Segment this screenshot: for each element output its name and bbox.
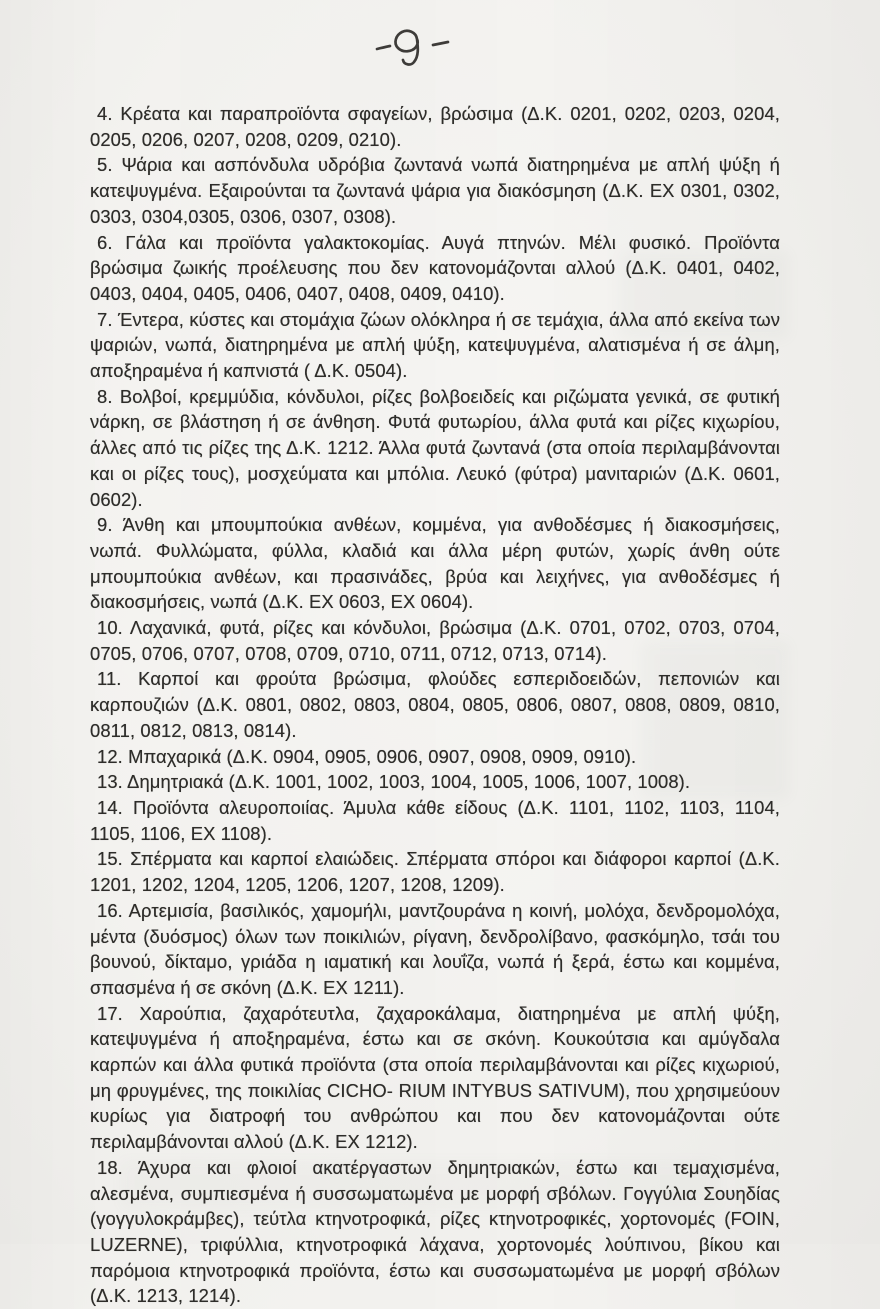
list-item-10: 10. Λαχανικά, φυτά, ρίζες και κόνδυλοι, βρώσιμα (Δ.Κ. 0701, 0702, 0703, 0704, 0705, 0706, 0707, 0708, 0709, 0710, 0711, 0712, 0713, 0714). xyxy=(90,617,780,664)
list-item-17: 17. Χαρούπια, ζαχαρότευτλα, ζαχαροκάλαμα, διατηρημένα με απλή ψύξη, κατεψυγμένα ή αποξηραμένα, έστω και σε σκόνη. Κουκούτσια και αμύγδαλα καρπών και άλλα φυτικά προϊόντα (στα οποία περιλαμβάνονται και ρίζες κιχωριού, μη φρυγμένες, της ποικιλίας CICHO- RIUM INTYBUS SATIVUM), που χρησιμεύουν κυρίως για διατροφή του ανθρώπου και που δεν κατονομάζονται ούτε περιλαμβάνονται αλλού (Δ.Κ. ΕΧ 1212). xyxy=(90,1002,780,1153)
handwritten-page-number xyxy=(372,26,458,70)
list-item-9: 9. Άνθη και μπουμπούκια ανθέων, κομμένα, για ανθοδέσμες ή διακοσμήσεις, νωπά. Φυλλώματα, φύλλα, κλαδιά και άλλα μέρη φυτών, χωρίς άνθη ούτε μπουμπούκια ανθέων, και πρασινάδες, βρύα και λειχήνες, για ανθοδέσμες ή διακοσμήσεις, νωπά (Δ.Κ. ΕΧ 0603, ΕΧ 0604). xyxy=(90,514,780,613)
list-item-5: 5. Ψάρια και ασπόνδυλα υδρόβια ζωντανά νωπά διατηρημένα με απλή ψύξη ή κατεψυγμένα. Εξαιρούνται τα ζωντανά ψάρια για διακόσμηση (Δ.Κ. ΕΧ 0301, 0302, 0303, 0304,0305, 0306, 0307, 0308). xyxy=(90,154,780,227)
list-item-18: 18. Άχυρα και φλοιοί ακατέργαστων δημητριακών, έστω και τεμαχισμένα, αλεσμένα, συμπιεσμένα ή συσσωματωμένα με μορφή σβόλων. Γογγύλια Σουηδίας (γογγυλοκράμβες), τεύτλα κτηνοτροφικά, ρίζες κτηνοτροφικές, χορτονομές (FOIN, LUZERNE), τριφύλλια, κτηνοτροφικά λάχανα, χορτονομές λούπινου, βίκου και παρόμοια κτηνοτροφικά προϊόντα, έστω και συσσωματωμένα με μορφή σβόλων (Δ.Κ. 1213, 1214). xyxy=(90,1156,780,1307)
list-item-11: 11. Καρποί και φρούτα βρώσιμα, φλούδες εσπεριδοειδών, πεπονιών και καρπουζιών (Δ.Κ. 0801, 0802, 0803, 0804, 0805, 0806, 0807, 0808, 0809, 0810, 0811, 0812, 0813, 0814). xyxy=(90,668,780,741)
document-body xyxy=(90,101,780,1309)
list-item-7: 7. Έντερα, κύστες και στομάχια ζώων ολόκληρα ή σε τεμάχια, άλλα από εκείνα των ψαριών, νωπά, διατηρημένα με απλή ψύξη, κατεψυγμένα, αλατισμένα ή σε άλμη, αποξηραμένα ή καπνιστά ( Δ.Κ. 0504). xyxy=(90,308,780,382)
list-item-16: 16. Αρτεμισία, βασιλικός, χαμομήλι, μαντζουράνα η κοινή, μολόχα, δενδρομολόχα, μέντα (δυόσμος) όλων των ποικιλιών, ρίγανη, δενδρολίβανο, φασκόμηλο, τσάι του βουνού, δίκταμο, γριάδα η ιαματική και λουΐζα, νωπά ή ξερά, έστω και κομμένα, σπασμένα ή σε σκόνη (Δ.Κ. ΕΧ 1211). xyxy=(90,899,780,998)
list-item-8: 8. Βολβοί, κρεμμύδια, κόνδυλοι, ρίζες βολβοειδείς και ριζώματα γενικά, σε φυτική νάρκη, σε βλάστηση ή σε άνθηση. Φυτά φυτωρίου, άλλα φυτά και ρίζες κιχωρίου, άλλες από τις ρίζες της Δ.Κ. 1212. Άλλα φυτά ζωντανά (στα οποία περιλαμβάνονται και οι ρίζες τους), μοσχεύματα και μπόλια. Λευκό (φύτρα) μανιταριών (Δ.Κ. 0601, 0602). xyxy=(90,385,780,510)
list-item-6: 6. Γάλα και προϊόντα γαλακτοκομίας. Αυγά πτηνών. Μέλι φυσικό. Προϊόντα βρώσιμα ζωικής προέλευσης που δεν κατονομάζονται αλλού (Δ.Κ. 0401, 0402, 0403, 0404, 0405, 0406, 0407, 0408, 0409, 0410). xyxy=(90,231,780,304)
list-item-4: 4. Κρέατα και παραπροϊόντα σφαγείων, βρώσιμα (Δ.Κ. 0201, 0202, 0203, 0204, 0205, 0206, 0207, 0208, 0209, 0210). xyxy=(90,103,780,150)
list-item-14: 14. Προϊόντα αλευροποιίας. Άμυλα κάθε είδους (Δ.Κ. 1101, 1102, 1103, 1104, 1105, 1106, ΕΧ 1108). xyxy=(90,796,780,844)
list-item-15: 15. Σπέρματα και καρποί ελαιώδεις. Σπέρματα σπόροι και διάφοροι καρποί (Δ.Κ. 1201, 1202, 1204, 1205, 1206, 1207, 1208, 1209). xyxy=(90,848,780,896)
list-item-13: 13. Δημητριακά (Δ.Κ. 1001, 1002, 1003, 1004, 1005, 1006, 1007, 1008). xyxy=(97,771,691,793)
list-item-12: 12. Μπαχαρικά (Δ.Κ. 0904, 0905, 0906, 0907, 0908, 0909, 0910). xyxy=(97,745,637,767)
handwritten-nine-icon xyxy=(372,26,458,70)
